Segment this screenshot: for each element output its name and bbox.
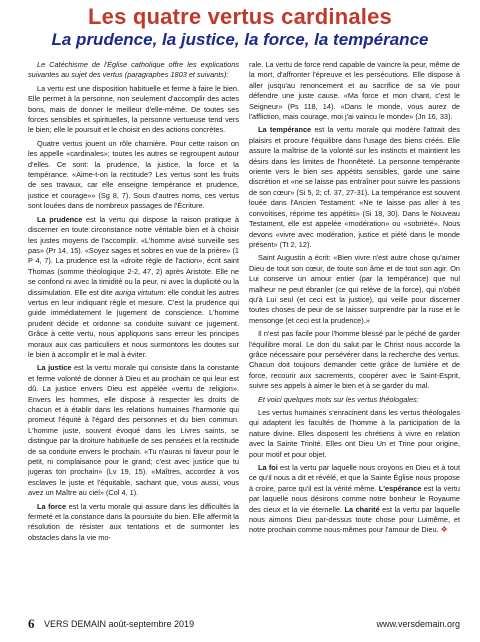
page-number: 6 <box>28 616 35 631</box>
website-url: www.versdemain.org <box>376 619 460 629</box>
paragraph: Saint Augustin a écrit: «Bien vivre n'est autre chose qu'aimer Dieu de tout son cœur, de toute son âme et de tout son agir. On Lui conserve un amour entier (par la tempérance) que nul malheur ne peut ébranler (ce qui relève de la force), qui n'obéit qu'à Lui seul (et ceci est la justice), qui veille pour discerner toutes choses de peur de se laisser surprendre par la ruse et le mensonge (et ceci est la prudence).» <box>249 253 460 325</box>
paragraph-text: est la vertu morale qui modère l'attrait des plaisirs et procure l'équilibre dans l'usage des biens créés. Elle assure la maîtrise de la volonté sur les instincts et maintient les désirs dans les limites de l'honnêteté. La personne tempérante oriente vers le bien ses appétits sensibles, garde une saine discrétion et «ne se laisse pas entraîner pour suivre les passions de son cœur» (Si 5, 2; cf. 37, 27-31). La tempérance est souvent louée dans l'Ancien Testament: «Ne te laisse pas aller à tes convoitises, réprime tes appétits» (Si 18, 30). Dans le Nouveau Testament, elle est appelée «modération» ou «sobriété». Nous devons «vivre avec modération, justice et piété dans le monde présent» (Tt 2, 12). <box>249 125 460 249</box>
article-body <box>28 60 460 607</box>
magazine-issue: VERS DEMAIN août-septembre 2019 <box>44 619 195 629</box>
term-foi: La foi <box>258 463 278 473</box>
term-charite: La charité <box>344 504 380 514</box>
paragraph: Les vertus humaines s'enracinent dans les vertus théologales qui adaptent les facultés de l'homme à la participation de la nature divine. Elles disposent les chrétiens à vivre en relation avec la Sainte Trinité. Elles ont Dieu Un et Trine pour origine, pour motif et pour objet. <box>249 408 460 459</box>
paragraph-text: est la vertu par laquelle nous aimons Dieu par-dessus toute chose pour Luimême, et notre prochain comme nous-mêmes pour l'amour de Dieu. <box>249 504 460 535</box>
section-heading: Et voici quelques mots sur les vertus théologales: <box>258 394 419 404</box>
paragraph-text: est la vertu par laquelle nous croyons en Dieu et à tout ce qu'il nous a dit et révélé, et que la Sainte Église nous propose à croire, parce qu'il est la vérité même. <box>249 463 460 493</box>
left-column <box>28 60 239 607</box>
paragraph-force <box>28 502 239 544</box>
term-esperance: L'espérance <box>378 483 422 493</box>
paragraph: rale. La vertu de force rend capable de vaincre la peur, même de la mort, d'affronter l'épreuve et les persécutions. Elle dispose à aller jusqu'au renoncement et au sacrifice de sa vie pour défendre une juste cause. «Ma force et mon chant, c'est le Seigneur» (Ps 118, 14). «Dans le monde, vous aurez de l'affliction, mais courage, moi j'ai vaincu le monde» (Jn 16, 33). <box>249 60 460 122</box>
end-mark-icon: ❖ <box>440 525 448 535</box>
paragraph-temperance <box>249 125 460 250</box>
intro-paragraph: Le Catéchisme de l'Église catholique offre les explications suivantes au sujet des vertus (paragraphes 1803 et suivants): <box>28 60 239 80</box>
term-prudence: La prudence <box>37 214 83 224</box>
paragraph-justice <box>28 363 239 498</box>
article-subtitle: La prudence, la justice, la force, la tempérance <box>51 30 429 49</box>
paragraph-text: est la vertu par laquelle nous désirons comme notre bonheur le Royaume des cieux et la vie éternelle. <box>249 483 460 514</box>
page-footer <box>28 618 460 632</box>
paragraph-theological-virtues <box>249 463 460 536</box>
paragraph-text: est la vertu qui dispose la raison pratique à discerner en toute circonstance notre véritable bien et à choisir les justes moyens de l'accomplir. «L'homme avisé surveille ses pas» (Pr 14, 15). «Soyez sages et sobres en vue de la prière» (1 P 4, 7). La prudence est la «droite règle de l'action», écrit saint Thomas (somme théologique 2-2, 47, 2) après Aristote. Elle ne se confond ni avec la timidité ou la peur, ni avec la duplicité ou la dissimulation. Elle est dite <box>28 214 239 297</box>
paragraph: Quatre vertus jouent un rôle charnière. Pour cette raison on les appelle «cardinales»; toutes les autres se regroupent autour d'elles. Ce sont: la prudence, la justice, la force et la tempérance. «Aime-t-on la rectitude? Les vertus sont les fruits de ses travaux, car elle enseigne tempérance et prudence, justice et courage»» (Sg 8, 7). Sous d'autres noms, ces vertus sont louées dans de nombreux passages de l'Écriture. <box>28 138 239 211</box>
term-temperance: La tempérance <box>258 125 312 135</box>
paragraph-text: est la vertu morale qui assure dans les difficultés la fermeté et la constance dans la poursuite du bien. Elle affermit la résolution de résister aux tentations et de surmonter les obstacles dans la vie mo- <box>28 501 239 542</box>
paragraph-text: : elle conduit les autres vertus en leur indiquant règle et mesure. C'est la prudence qui guide immédiatement le jugement de conscience. L'homme prudent décide et ordonne sa conduite suivant ce jugement. Grâce à cette vertu, nous appliquons sans erreur les principes moraux aux cas particuliers et nous surmontons les doutes sur le bien à accomplir et le mal à éviter. <box>28 287 239 359</box>
latin-term: auriga virtutum <box>114 287 164 297</box>
term-force: La force <box>37 501 67 511</box>
term-justice: La justice <box>37 363 72 373</box>
paragraph-text: est la vertu morale qui consiste dans la constante et ferme volonté de donner à Dieu et au prochain ce qui leur est dû. La justice envers Dieu est appelée «vertu de religion». Envers les hommes, elle dispose à respecter les droits de chacun et à établir dans les relations humaines l'harmonie qui promeut l'équité à l'égard des personnes et du bien commun. L'homme juste, souvent évoqué dans les Livres saints, se distingue par la droiture habituelle de ses pensées et la rectitude de sa conduite envers le prochain. «Tu n'auras ni faveur pour le petit, ni complaisance pour le grand; c'est avec justice que tu jugeras ton prochain» (Lv 19, 15). «Maîtres, accordez à vos esclaves le juste et l'équitable, sachant que, vous aussi, vous avez un Maître au ciel» (Col 4, 1). <box>28 363 239 498</box>
paragraph-prudence <box>28 215 239 361</box>
article-title: Les quatre vertus cardinales <box>88 4 392 29</box>
paragraph: La vertu est une disposition habituelle et ferme à faire le bien. Elle permet à la personne, non seulement d'accomplir des actes bons, mais de donner le meilleur d'elle-même. De toutes ses forces sensibles et spirituelles, la personne vertueuse tend vers le bien; elle le poursuit et le choisit en des actions concrètes. <box>28 83 239 135</box>
paragraph: Il n'est pas facile pour l'homme blessé par le péché de garder l'équilibre moral. Le don du salut par le Christ nous accorde la grâce nécessaire pour persévérer dans la recherche des vertus. Chacun doit toujours demander cette grâce de lumière et de force, recourir aux sacrements, coopérer avec le Saint-Esprit, suivre ses appels à aimer le bien et à se garder du mal. <box>249 329 460 391</box>
right-column <box>249 60 460 607</box>
